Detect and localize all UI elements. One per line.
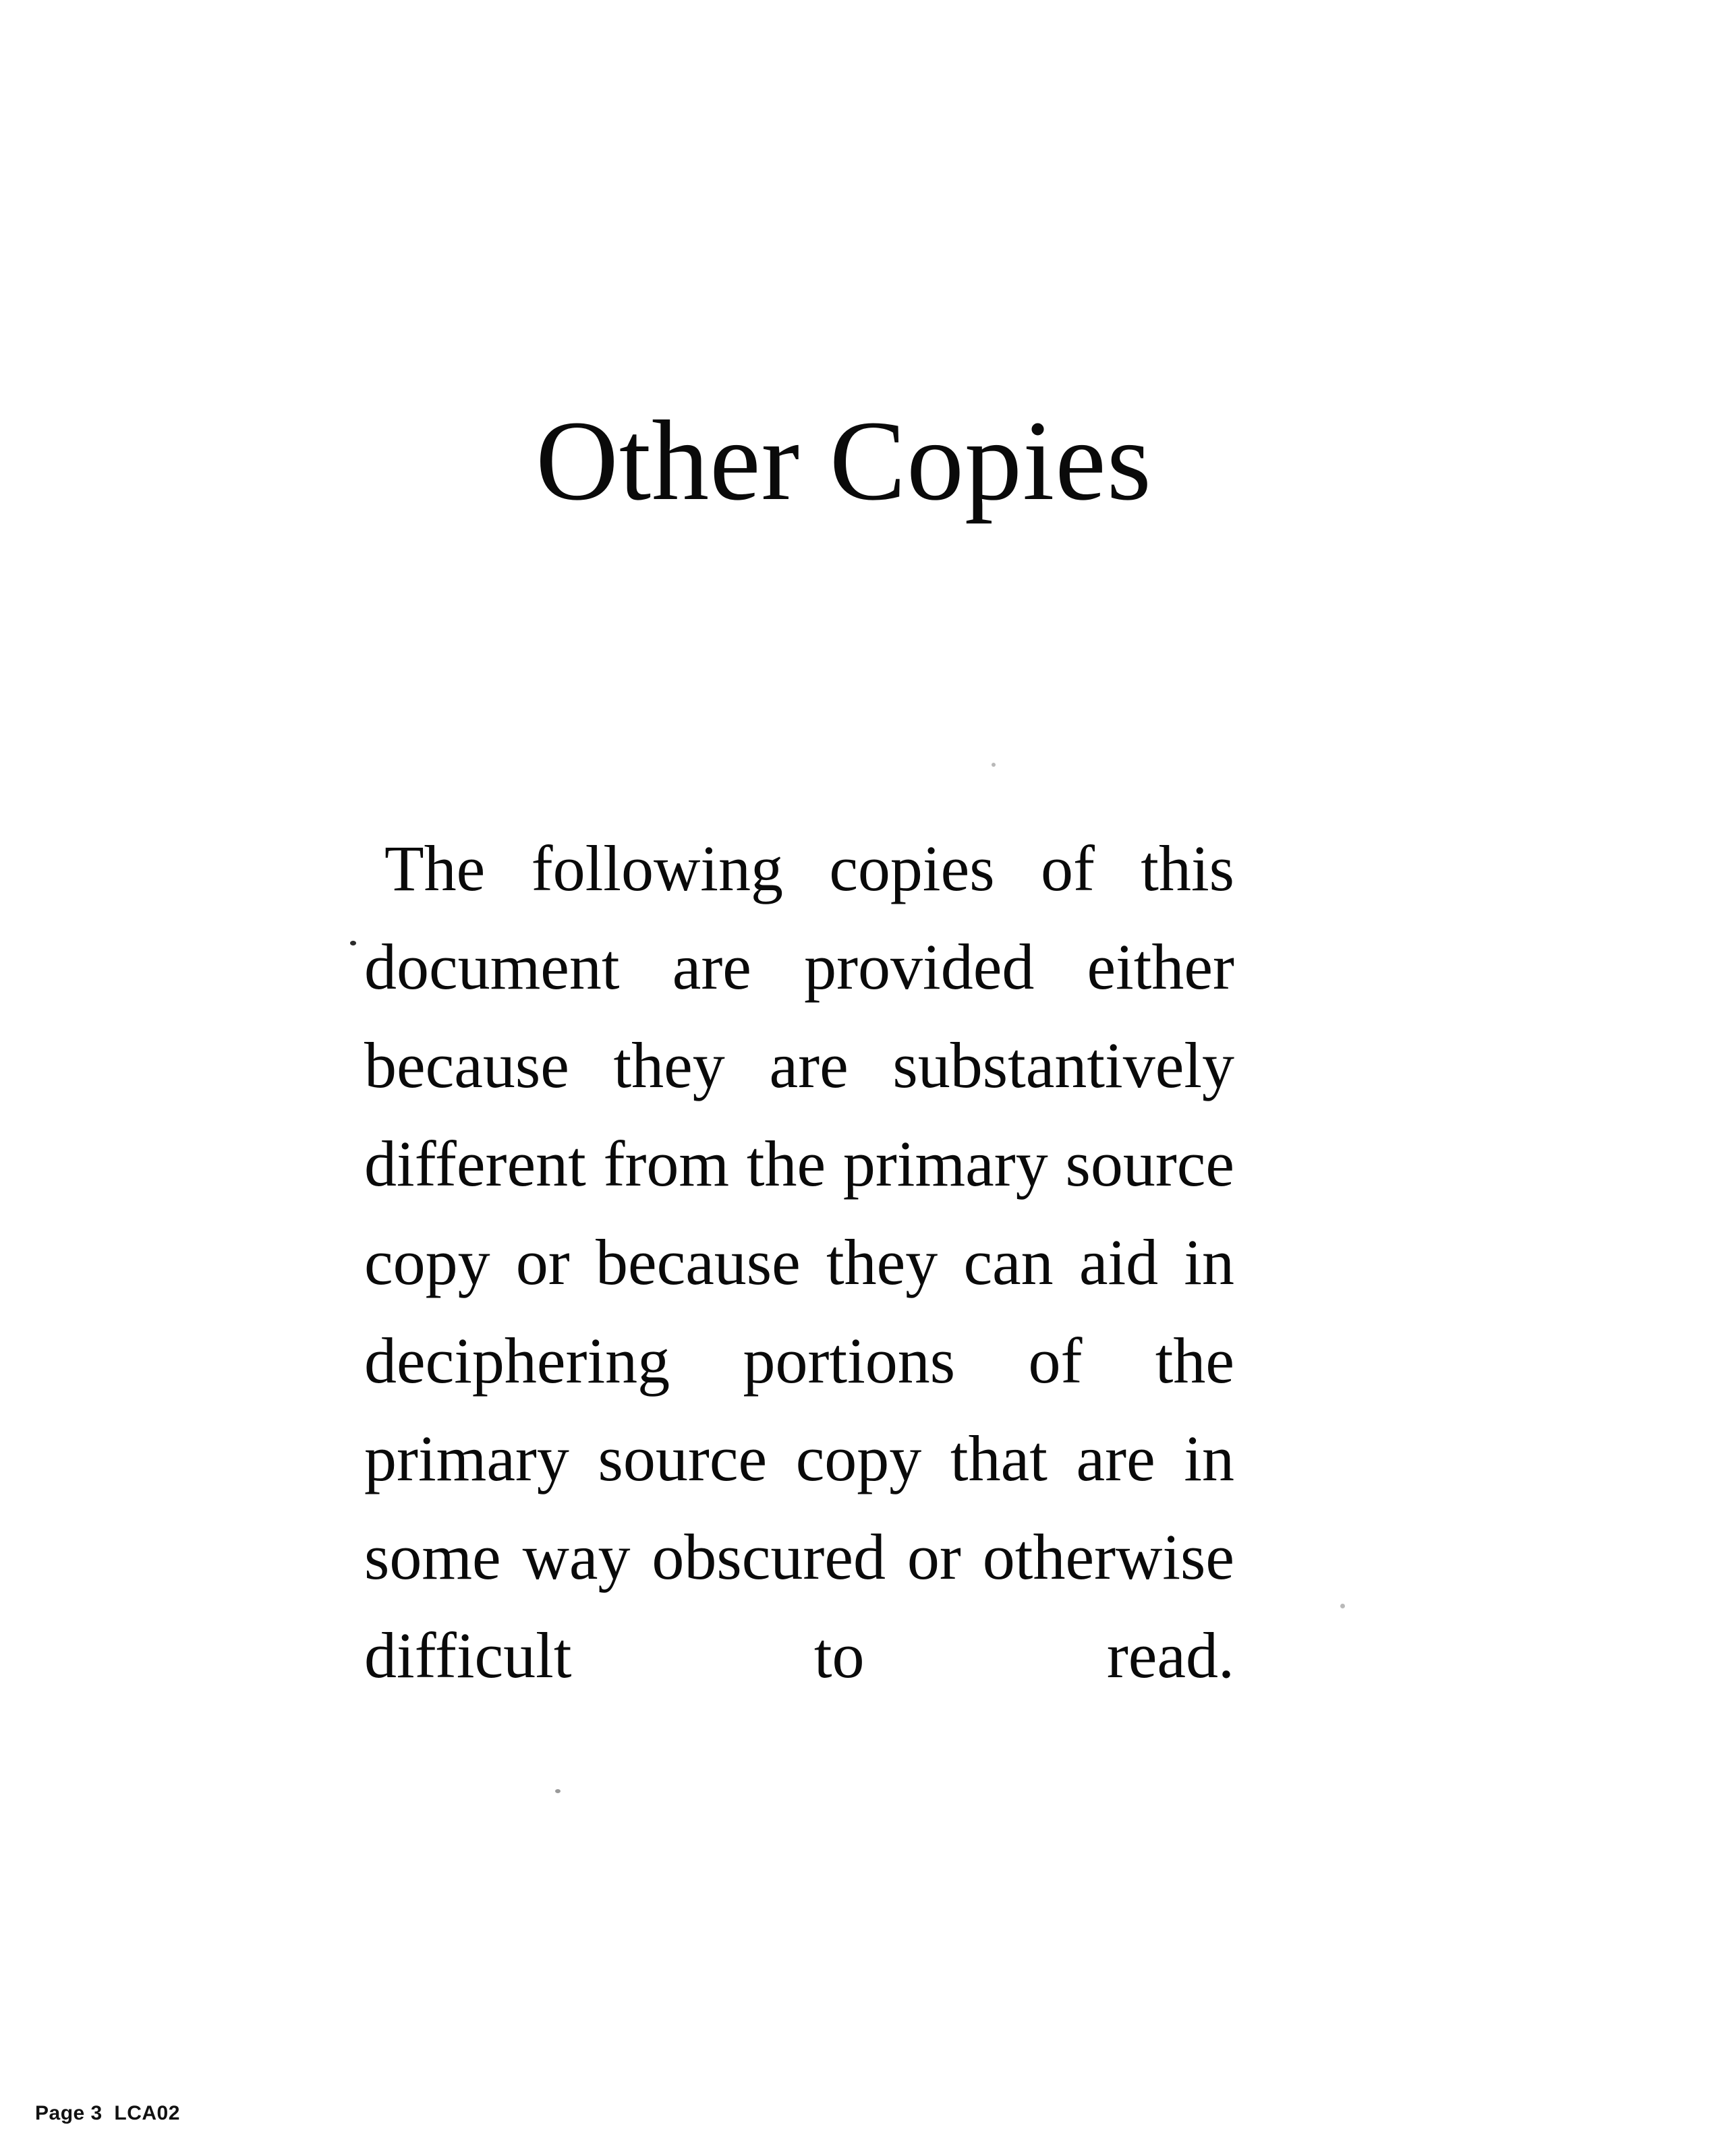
page-footer-label: Page 3 LCA02	[35, 2102, 180, 2124]
scan-artifact-speck	[992, 763, 996, 767]
body-paragraph: The following copies of this document are provided either because they are substantively different from the primary source copy or because they can aid in deciphering portions of the primary source copy that are in some way obscured or otherwise difficult to read.	[364, 832, 1234, 1692]
body-text-block	[364, 819, 1234, 1803]
scan-artifact-speck	[1340, 1604, 1345, 1608]
scan-artifact-speck	[555, 1789, 561, 1793]
scan-artifact-speck	[350, 941, 356, 945]
page-title: Other Copies	[536, 397, 1152, 524]
